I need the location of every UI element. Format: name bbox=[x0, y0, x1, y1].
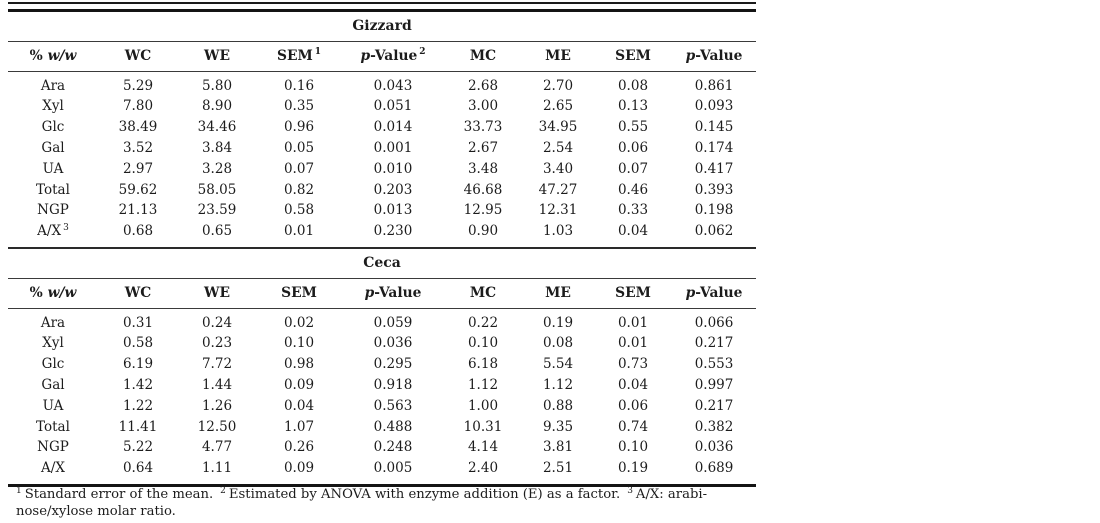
footnote-text: Standard error of the mean. bbox=[24, 487, 214, 502]
value-cell: 0.217 bbox=[694, 335, 734, 352]
value-cell: 0.04 bbox=[617, 376, 649, 393]
value-cell: 0.093 bbox=[694, 98, 734, 115]
row-label: Gal bbox=[41, 376, 65, 393]
value-cell: 0.382 bbox=[694, 418, 734, 435]
row-label: Total bbox=[36, 181, 70, 198]
column-header: SEM bbox=[256, 278, 342, 308]
value-cell: 3.40 bbox=[542, 160, 574, 177]
table-row bbox=[8, 221, 756, 248]
value-cell: 0.65 bbox=[201, 223, 233, 240]
column-header: p-Value bbox=[342, 278, 444, 308]
value-cell: 0.203 bbox=[373, 181, 413, 198]
column-header: WE bbox=[178, 41, 256, 71]
value-cell: 34.95 bbox=[538, 119, 578, 136]
value-cell: 1.26 bbox=[201, 397, 233, 414]
top-partial-rule bbox=[8, 2, 756, 4]
column-header: MC bbox=[444, 41, 522, 71]
value-cell: 0.82 bbox=[283, 181, 315, 198]
value-cell: 1.12 bbox=[542, 376, 574, 393]
value-cell: 0.01 bbox=[617, 335, 649, 352]
value-cell: 0.295 bbox=[373, 356, 413, 373]
value-cell: 2.68 bbox=[467, 77, 499, 94]
value-cell: 0.217 bbox=[694, 397, 734, 414]
value-cell: 0.31 bbox=[122, 314, 154, 331]
value-cell: 3.81 bbox=[542, 439, 574, 456]
row-label: A/X $^3$ bbox=[37, 222, 69, 240]
value-cell: 0.563 bbox=[373, 397, 413, 414]
value-cell: 58.05 bbox=[197, 181, 237, 198]
row-label: NGP bbox=[37, 202, 69, 219]
column-header: SEM bbox=[594, 41, 672, 71]
row-label: Glc bbox=[41, 119, 65, 136]
table-row bbox=[8, 138, 756, 159]
value-cell: 12.95 bbox=[463, 202, 503, 219]
column-header: MC bbox=[444, 278, 522, 308]
value-cell: 0.02 bbox=[283, 314, 315, 331]
value-cell: 0.07 bbox=[617, 160, 649, 177]
table-row bbox=[8, 333, 756, 354]
value-cell: 0.55 bbox=[617, 119, 649, 136]
value-cell: 0.10 bbox=[617, 439, 649, 456]
value-cell: 46.68 bbox=[463, 181, 503, 198]
value-cell: 0.553 bbox=[694, 356, 734, 373]
value-cell: 1.03 bbox=[542, 223, 574, 240]
value-cell: 0.46 bbox=[617, 181, 649, 198]
footnote-segment: $^1$ Standard error of the mean. bbox=[16, 485, 214, 502]
value-cell: 5.54 bbox=[542, 356, 574, 373]
value-cell: 0.08 bbox=[542, 335, 574, 352]
value-cell: 0.06 bbox=[617, 139, 649, 156]
row-label: UA bbox=[42, 397, 64, 414]
value-cell: 2.67 bbox=[467, 139, 499, 156]
column-header: p-Value bbox=[672, 278, 756, 308]
value-cell: 23.59 bbox=[197, 202, 237, 219]
value-cell: 21.13 bbox=[118, 202, 158, 219]
value-cell: 1.07 bbox=[283, 418, 315, 435]
value-cell: 2.40 bbox=[467, 460, 499, 477]
footnote-segment: $^2$ Estimated by ANOVA with enzyme addition (E) as a factor. bbox=[220, 485, 621, 502]
column-header: WC bbox=[98, 41, 178, 71]
value-cell: 0.04 bbox=[617, 223, 649, 240]
value-cell: 0.24 bbox=[201, 314, 233, 331]
table-row bbox=[8, 354, 756, 375]
value-cell: 4.77 bbox=[201, 439, 233, 456]
value-cell: 0.10 bbox=[467, 335, 499, 352]
table-footnote bbox=[16, 486, 786, 520]
value-cell: 0.248 bbox=[373, 439, 413, 456]
table-row bbox=[8, 458, 756, 485]
value-cell: 2.51 bbox=[542, 460, 574, 477]
column-header: p-Value bbox=[672, 41, 756, 71]
table-row bbox=[8, 200, 756, 221]
section-title-row bbox=[8, 248, 756, 278]
value-cell: 5.80 bbox=[201, 77, 233, 94]
value-cell: 0.918 bbox=[373, 376, 413, 393]
row-label: Glc bbox=[41, 356, 65, 373]
value-cell: 0.230 bbox=[373, 223, 413, 240]
value-cell: 0.997 bbox=[694, 376, 734, 393]
value-cell: 0.68 bbox=[122, 223, 154, 240]
table-row bbox=[8, 180, 756, 201]
footnote-text: nose/xylose molar ratio. bbox=[16, 504, 176, 519]
value-cell: 1.22 bbox=[122, 397, 154, 414]
value-cell: 0.014 bbox=[373, 119, 413, 136]
column-header: ME bbox=[522, 41, 594, 71]
value-cell: 0.58 bbox=[122, 335, 154, 352]
value-cell: 0.059 bbox=[373, 314, 413, 331]
value-cell: 0.98 bbox=[283, 356, 315, 373]
value-cell: 0.23 bbox=[201, 335, 233, 352]
footnote-line bbox=[16, 486, 786, 503]
value-cell: 0.10 bbox=[283, 335, 315, 352]
row-label: UA bbox=[42, 160, 64, 177]
value-cell: 3.00 bbox=[467, 98, 499, 115]
value-cell: 0.689 bbox=[694, 460, 734, 477]
table-area bbox=[8, 2, 756, 519]
footnote-text: A/X: arabi- bbox=[635, 487, 708, 502]
table-row bbox=[8, 396, 756, 417]
value-cell: 0.036 bbox=[373, 335, 413, 352]
column-header: p-Value $^2$ bbox=[342, 41, 444, 71]
table-row bbox=[8, 375, 756, 396]
value-cell: 0.22 bbox=[467, 314, 499, 331]
value-cell: 0.08 bbox=[617, 77, 649, 94]
value-cell: 0.013 bbox=[373, 202, 413, 219]
value-cell: 47.27 bbox=[538, 181, 578, 198]
value-cell: 3.48 bbox=[467, 160, 499, 177]
value-cell: 4.14 bbox=[467, 439, 499, 456]
carbohydrate-composition-table bbox=[8, 9, 756, 487]
value-cell: 0.145 bbox=[694, 119, 734, 136]
value-cell: 2.65 bbox=[542, 98, 574, 115]
footnote-line bbox=[16, 503, 786, 520]
column-header-row bbox=[8, 41, 756, 71]
value-cell: 0.01 bbox=[283, 223, 315, 240]
value-cell: 2.54 bbox=[542, 139, 574, 156]
value-cell: 0.09 bbox=[283, 376, 315, 393]
value-cell: 0.062 bbox=[694, 223, 734, 240]
value-cell: 5.22 bbox=[122, 439, 154, 456]
row-label: Ara bbox=[40, 314, 66, 331]
value-cell: 3.84 bbox=[201, 139, 233, 156]
column-header: % w/w bbox=[8, 41, 98, 71]
value-cell: 0.861 bbox=[694, 77, 734, 94]
value-cell: 0.58 bbox=[283, 202, 315, 219]
table-row bbox=[8, 417, 756, 438]
value-cell: 0.90 bbox=[467, 223, 499, 240]
value-cell: 6.19 bbox=[122, 356, 154, 373]
value-cell: 1.11 bbox=[201, 460, 233, 477]
section-title-row bbox=[8, 11, 756, 42]
column-header: ME bbox=[522, 278, 594, 308]
column-header: SEM $^1$ bbox=[256, 41, 342, 71]
value-cell: 5.29 bbox=[122, 77, 154, 94]
value-cell: 9.35 bbox=[542, 418, 574, 435]
value-cell: 0.13 bbox=[617, 98, 649, 115]
value-cell: 0.19 bbox=[617, 460, 649, 477]
value-cell: 2.70 bbox=[542, 77, 574, 94]
value-cell: 1.44 bbox=[201, 376, 233, 393]
value-cell: 0.35 bbox=[283, 98, 315, 115]
row-label: NGP bbox=[37, 439, 69, 456]
row-label: A/X bbox=[41, 460, 65, 477]
value-cell: 0.043 bbox=[373, 77, 413, 94]
table-row bbox=[8, 117, 756, 138]
value-cell: 0.04 bbox=[283, 397, 315, 414]
value-cell: 0.198 bbox=[694, 202, 734, 219]
table-row bbox=[8, 96, 756, 117]
value-cell: 0.64 bbox=[122, 460, 154, 477]
column-header: % w/w bbox=[8, 278, 98, 308]
row-label: Total bbox=[36, 418, 70, 435]
value-cell: 8.90 bbox=[201, 98, 233, 115]
table-row bbox=[8, 308, 756, 333]
column-header: SEM bbox=[594, 278, 672, 308]
value-cell: 0.26 bbox=[283, 439, 315, 456]
section-title: Ceca bbox=[8, 248, 756, 278]
footnote-segment: $^3$ A/X: arabi- bbox=[627, 485, 708, 502]
row-label: Xyl bbox=[42, 335, 64, 352]
value-cell: 0.051 bbox=[373, 98, 413, 115]
column-header-row bbox=[8, 278, 756, 308]
row-label: Ara bbox=[40, 77, 66, 94]
value-cell: 1.12 bbox=[467, 376, 499, 393]
value-cell: 7.80 bbox=[122, 98, 154, 115]
value-cell: 0.174 bbox=[694, 139, 734, 156]
value-cell: 12.31 bbox=[538, 202, 578, 219]
value-cell: 6.18 bbox=[467, 356, 499, 373]
value-cell: 0.05 bbox=[283, 139, 315, 156]
value-cell: 0.74 bbox=[617, 418, 649, 435]
value-cell: 0.19 bbox=[542, 314, 574, 331]
row-label: Gal bbox=[41, 139, 65, 156]
value-cell: 34.46 bbox=[197, 119, 237, 136]
value-cell: 0.036 bbox=[694, 439, 734, 456]
table-row bbox=[8, 71, 756, 96]
value-cell: 38.49 bbox=[118, 119, 158, 136]
table-row bbox=[8, 159, 756, 180]
value-cell: 33.73 bbox=[463, 119, 503, 136]
value-cell: 59.62 bbox=[118, 181, 158, 198]
value-cell: 10.31 bbox=[463, 418, 503, 435]
table-row bbox=[8, 437, 756, 458]
value-cell: 0.33 bbox=[617, 202, 649, 219]
value-cell: 1.42 bbox=[122, 376, 154, 393]
value-cell: 0.417 bbox=[694, 160, 734, 177]
value-cell: 0.09 bbox=[283, 460, 315, 477]
value-cell: 0.393 bbox=[694, 181, 734, 198]
value-cell: 12.50 bbox=[197, 418, 237, 435]
value-cell: 7.72 bbox=[201, 356, 233, 373]
value-cell: 0.16 bbox=[283, 77, 315, 94]
value-cell: 0.005 bbox=[373, 460, 413, 477]
value-cell: 2.97 bbox=[122, 160, 154, 177]
value-cell: 3.28 bbox=[201, 160, 233, 177]
value-cell: 0.73 bbox=[617, 356, 649, 373]
value-cell: 0.001 bbox=[373, 139, 413, 156]
footnote-text: Estimated by ANOVA with enzyme addition (E) as a factor. bbox=[228, 487, 621, 502]
value-cell: 0.488 bbox=[373, 418, 413, 435]
value-cell: 0.010 bbox=[373, 160, 413, 177]
column-header: WE bbox=[178, 278, 256, 308]
value-cell: 1.00 bbox=[467, 397, 499, 414]
value-cell: 0.066 bbox=[694, 314, 734, 331]
value-cell: 0.06 bbox=[617, 397, 649, 414]
value-cell: 0.96 bbox=[283, 119, 315, 136]
value-cell: 3.52 bbox=[122, 139, 154, 156]
value-cell: 11.41 bbox=[118, 418, 158, 435]
section-title: Gizzard bbox=[8, 11, 756, 42]
row-label: Xyl bbox=[42, 98, 64, 115]
value-cell: 0.07 bbox=[283, 160, 315, 177]
footnote-segment bbox=[16, 504, 176, 519]
column-header: WC bbox=[98, 278, 178, 308]
value-cell: 0.88 bbox=[542, 397, 574, 414]
value-cell: 0.01 bbox=[617, 314, 649, 331]
